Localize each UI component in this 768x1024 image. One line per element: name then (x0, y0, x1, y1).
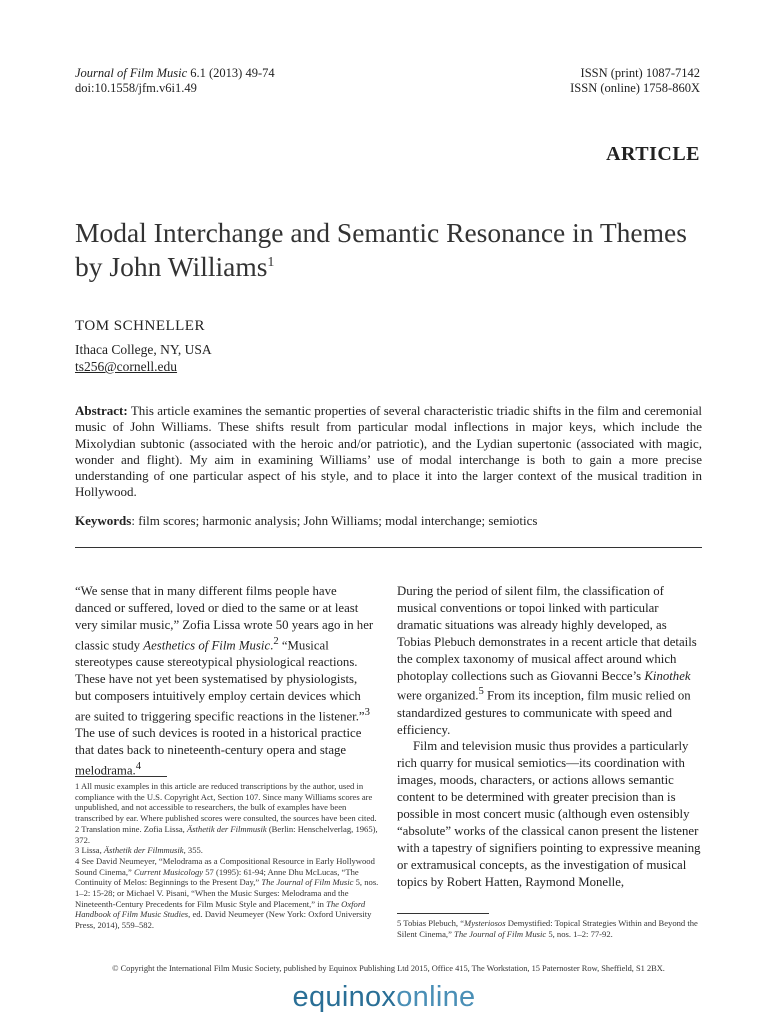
body-paragraph (397, 583, 702, 738)
title-footnote-marker: 1 (267, 254, 275, 270)
publisher-logo[interactable] (0, 981, 768, 1013)
footnote-4 (75, 856, 380, 931)
footnote-3 (75, 845, 380, 856)
body-text: During the period of silent film, the classification of musical conventions or topoi linked with particular dramatic situations was already highly developed, as Tobias Plebuch demonstrates in a recent article that details the complex taxonomy of musical affect around which photoplay collections such as Giovanni Becce’s (397, 584, 697, 683)
body-text: “We sense that in many different films people have danced or suffered, loved or died to the same or at least very similar music,” Zofia Lissa wrote 50 years ago in her classic study (75, 584, 374, 652)
author-name: TOM SCHNELLER (75, 318, 205, 334)
footnote-text: 5 Tobias Plebuch, “ (397, 918, 465, 928)
abstract-label: Abstract: (75, 403, 128, 418)
journal-name: Journal of Film Music (75, 66, 188, 80)
footnote-text: 5, nos. 1–2: 15-28; or Michael V. Pisani, “When the Music Surges: Melodrama and the Nineteenth-Century Precedents for Film Music Style and Placement,” in (75, 877, 379, 909)
issn-block (570, 66, 700, 96)
footnotes-left (75, 781, 380, 931)
footnote-title: The Oxford Handbook of Film Music Studies (75, 898, 366, 920)
footnote-text: 2 Translation mine. Zofia Lissa, (75, 823, 187, 834)
keywords (75, 513, 702, 529)
body-text: From its inception, film music relied on standardized gestures to communicate with speed and efficiency. (397, 688, 691, 737)
footnote-text: , 355. (183, 845, 203, 856)
footnotes-right (397, 918, 702, 939)
body-text: were organized. (397, 688, 479, 703)
article-type-label: ARTICLE (606, 143, 700, 165)
section-divider (75, 547, 702, 548)
footnote-text: 3 Lissa, (75, 845, 104, 856)
body-text: The use of such devices is rooted in a historical practice that dates back to nineteenth-century opera and stage melodrama. (75, 725, 362, 777)
copyright-notice: © Copyright the International Film Music Society, published by Equinox Publishing Ltd 2015, Office 415, The Workstation, 15 Paternoster Row, Sheffield, S1 2BX. (112, 964, 665, 973)
doi: doi:10.1558/jfm.v6i1.49 (75, 81, 197, 95)
journal-issue: 6.1 (2013) 49-74 (187, 66, 275, 80)
body-text: . (270, 637, 274, 652)
body-column-left (75, 583, 375, 779)
footnote-text: (Berlin: Henschelverlag, 1965), 372. (75, 823, 378, 845)
footnote-text: , ed. David Neumeyer (New York: Oxford University Press, 2014), 559–582. (75, 909, 372, 931)
abstract-text: This article examines the semantic properties of several characteristic triadic shifts in the film and ceremonial music of John Williams. These shifts result from particular modal inflections in major keys, which include the Mixolydian subtonic (associated with the heroic and/or patriotic), and the Lydian supertonic (associated with magic, wonder and flight). My aim in examining Williams’ use of modal interchange is both to gain a more precise understanding of one particular aspect of his style, and to place it into the larger context of the musical tradition in Hollywood. (75, 403, 702, 500)
footnote-title: Current Musicology (133, 866, 204, 877)
body-paragraph (75, 583, 375, 779)
footnote-title: Ästhetik der Filmmusik (186, 823, 267, 834)
logo-wordmark-online: online (396, 981, 476, 1013)
issn-online: ISSN (online) 1758-860X (570, 81, 700, 95)
footnote-ref[interactable]: 4 (135, 760, 142, 772)
footnote-text: 5, nos. 1–2: 77-92. (546, 928, 613, 939)
footnote-divider (397, 913, 489, 914)
abstract (75, 403, 702, 501)
footnote-title: The Journal of Film Music (454, 928, 547, 939)
body-paragraph: Film and television music thus provides a particularly rich quarry for musical semiotics—its coordination with images, moods, characters, or actions allows semantic content to be determined with greater precision than is possible in most concert music (although even ostensibly “absolute” works of the classical canon present the listener with a tapestry of signifiers pointing to expressive meaning or extramusical concepts, as the investigation of musical topics by Robert Hatten, Raymond Monelle, (397, 739, 701, 889)
keywords-text: : film scores; harmonic analysis; John Williams; modal interchange; semiotics (131, 513, 538, 528)
footnote-ref[interactable]: 3 (364, 706, 370, 718)
footnote-1: 1 All music examples in this article are reduced transcriptions by the author, used in compliance with the U.S. Copyright Act, Section 107. Since many Williams scores are unpublished, and not accessible to researchers, the bulk of examples have been transcribed by ear. Where published scores were consulted, the sources have been cited. (75, 781, 377, 824)
book-title: Aesthetics of Film Music (143, 637, 271, 652)
journal-citation (75, 66, 275, 96)
body-text: “Musical stereotypes cause stereotypical physiological reactions. These have not yet been systematised by physiologists, but composers intuitively employ certain devices which are suited to triggering specific reactions in the listener.” (75, 637, 365, 723)
footnote-text: Demystified: Topical Strategies Within and Beyond the Silent Cinema,” (397, 918, 698, 939)
footnote-2 (75, 824, 380, 845)
footnote-divider (75, 776, 167, 777)
book-title: Kinothek (644, 668, 691, 683)
footnote-ref[interactable]: 5 (478, 686, 484, 698)
footnote-title: Mysteriosos (464, 918, 506, 928)
footnote-text: 4 See David Neumeyer, “Melodrama as a Compositional Resource in Early Hollywood Sound Cinema,” (75, 855, 375, 877)
logo-wordmark-equinox: equinox (292, 981, 397, 1013)
keywords-label: Keywords (75, 513, 132, 528)
footnote-title: The Journal of Film Music (261, 877, 354, 888)
author-email-link[interactable]: ts256@cornell.edu (75, 359, 178, 374)
author-affiliation-block (75, 341, 212, 375)
article-title (75, 216, 695, 284)
footnote-title: Ästhetik der Filmmusik (103, 845, 184, 856)
footnote-5 (397, 918, 702, 939)
footnote-text: 57 (1995): 61-94; Anne Dhu McLucas, “The Continuity of Melos: Beginnings to the Present Day,” (75, 866, 359, 888)
issn-print: ISSN (print) 1087-7142 (580, 66, 700, 80)
body-column-right (397, 583, 702, 891)
title-text: Modal Interchange and Semantic Resonance in Themes by John Williams (75, 217, 687, 282)
author-affiliation: Ithaca College, NY, USA (75, 342, 212, 357)
footnote-ref[interactable]: 2 (273, 635, 279, 647)
